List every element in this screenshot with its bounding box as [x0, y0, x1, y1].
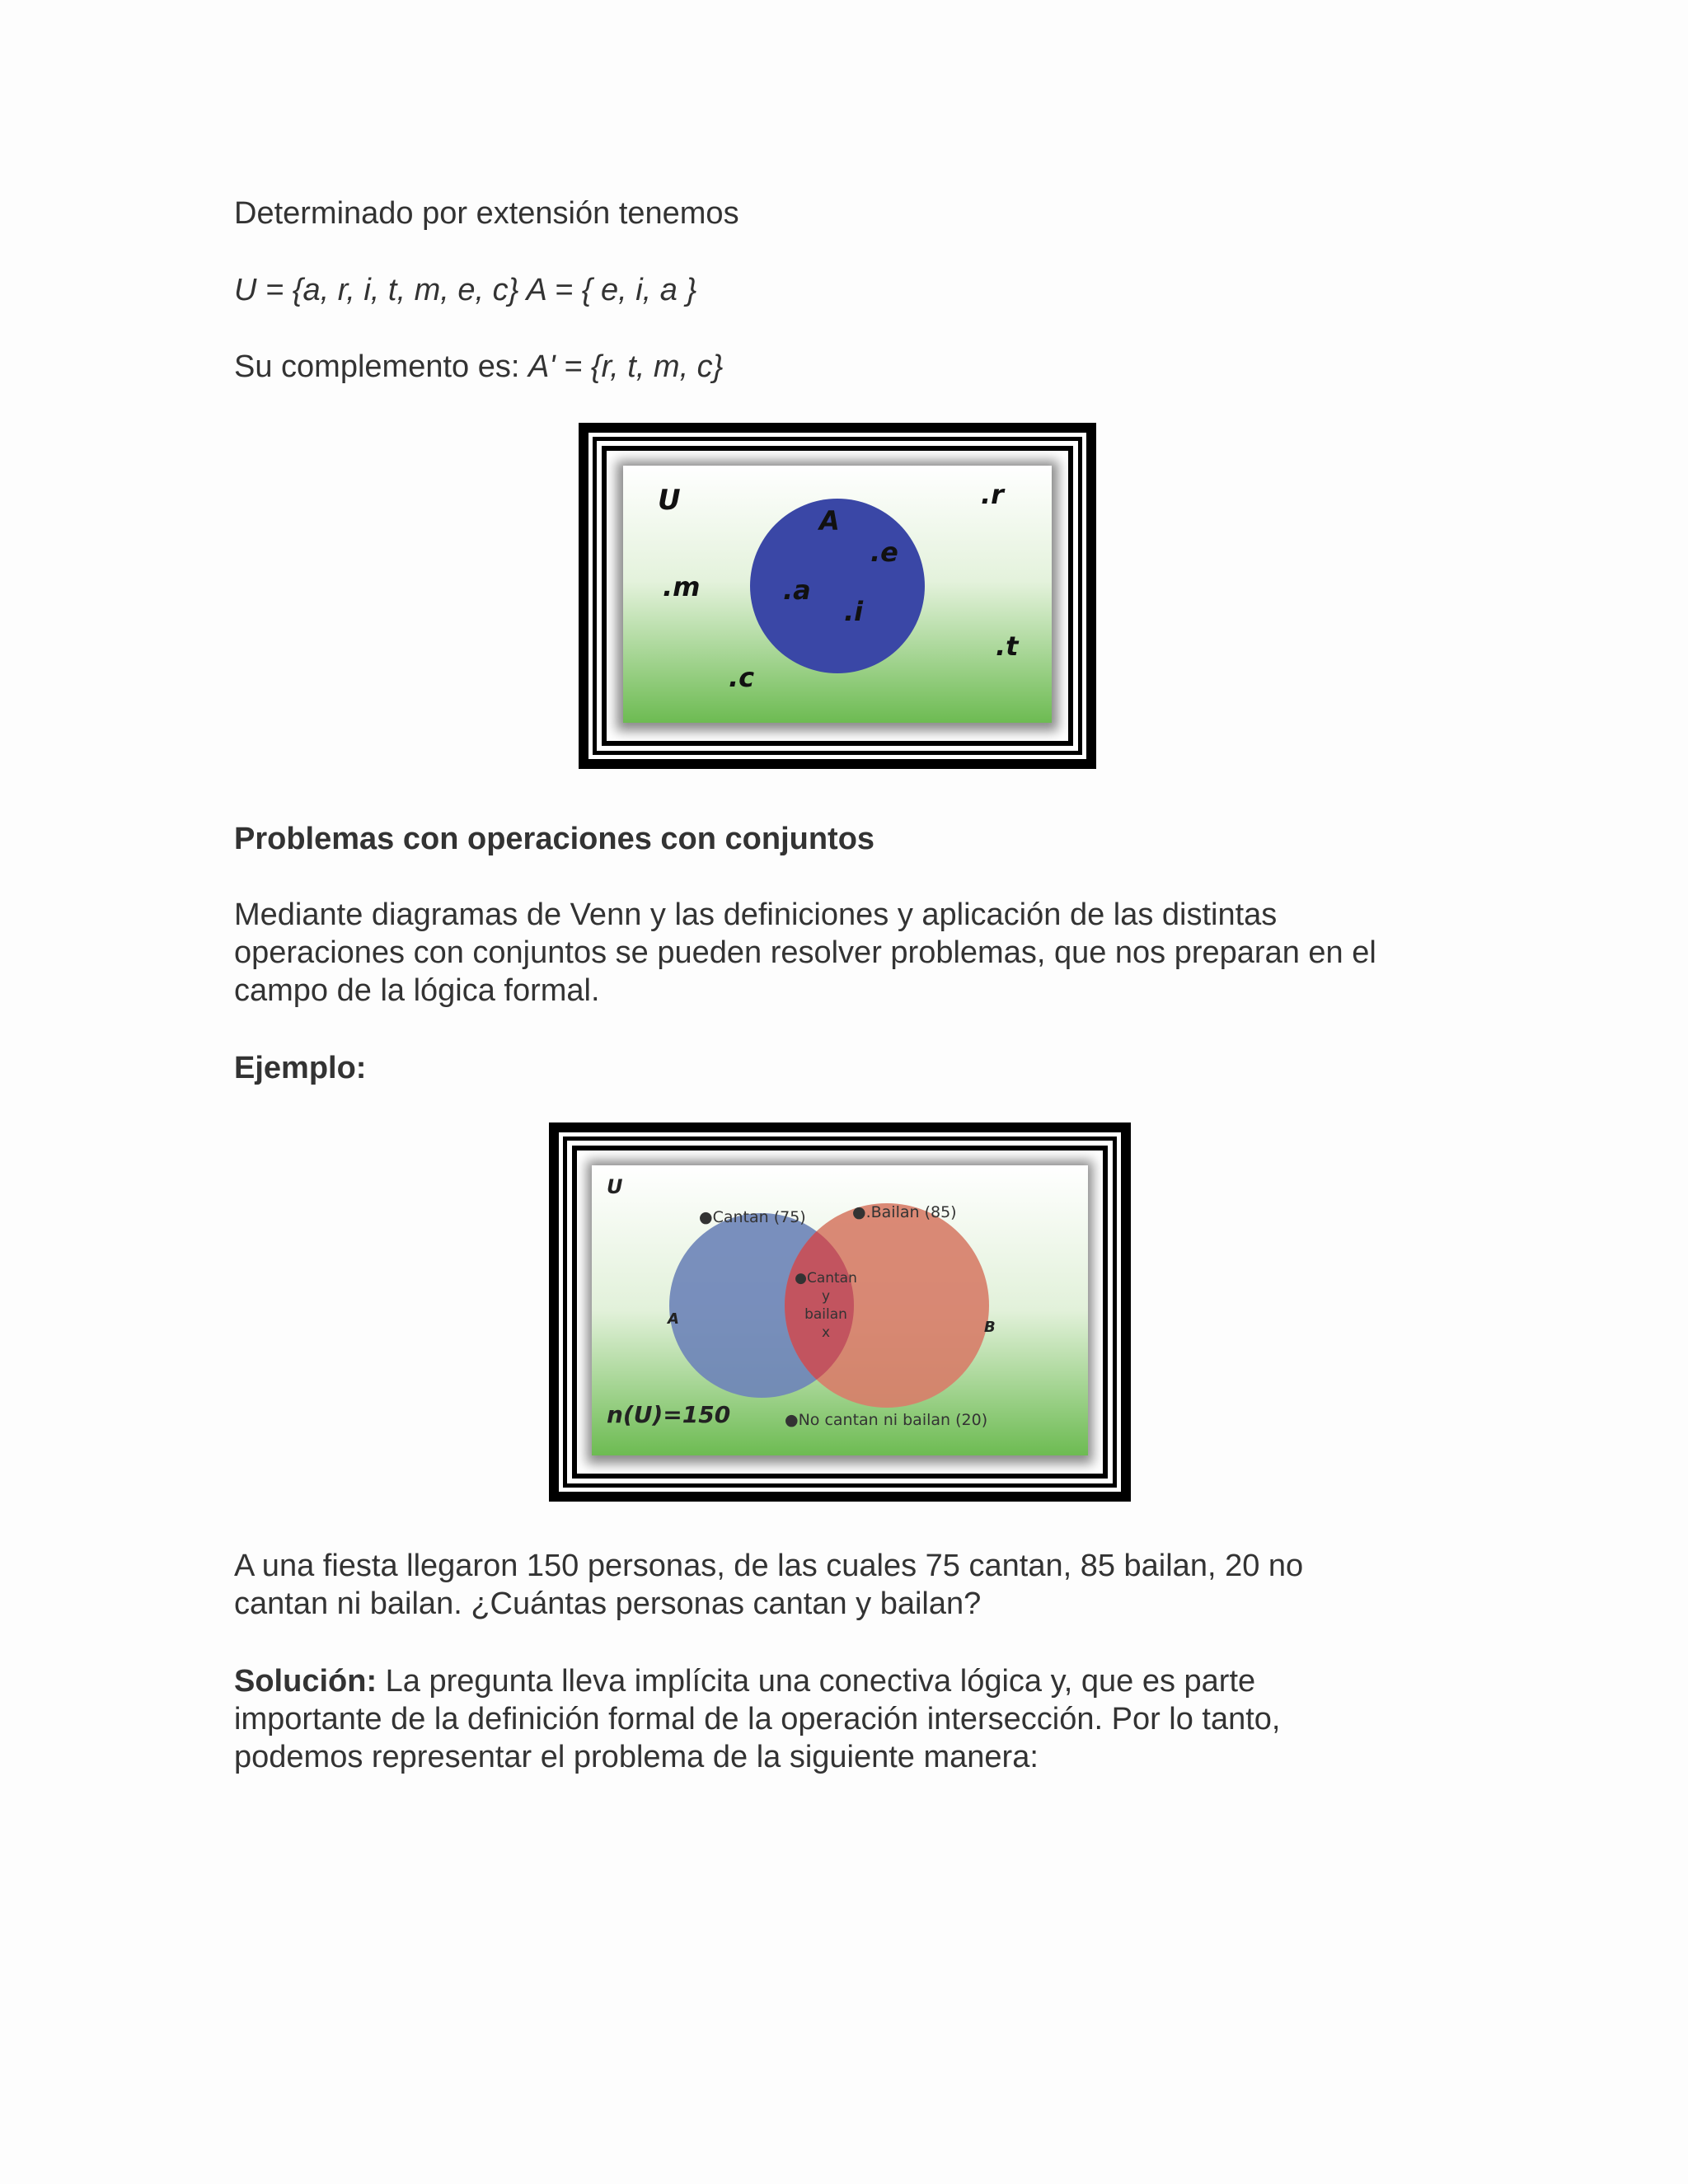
bailan-label: ●.Bailan (85) [852, 1203, 957, 1221]
problem-line-1: A una fiesta llegaron 150 personas, de las cuales 75 cantan, 85 bailan, 20 no [234, 1549, 1304, 1583]
neither-label: ●No cantan ni bailan (20) [785, 1411, 988, 1429]
complement-line [234, 348, 1470, 386]
problem-line-2: cantan ni bailan. ¿Cuántas personas cantan y bailan? [234, 1586, 982, 1621]
cantan-label: ●Cantan (75) [699, 1208, 806, 1226]
element-a: .a [783, 574, 811, 606]
intersection-line-4: x [821, 1324, 831, 1341]
paragraph-line-2: operaciones con conjuntos se pueden resolver problemas, que nos preparan en el [234, 935, 1376, 970]
solution-label: Solución: [234, 1664, 377, 1699]
element-e: .e [870, 537, 898, 568]
paragraph-line-1: Mediante diagramas de Venn y las definiciones y aplicación de las distintas [234, 898, 1278, 932]
example-label: Ejemplo: [234, 1051, 367, 1085]
solution-text-1: La pregunta lleva implícita una conectiva lógica y, que es parte [377, 1664, 1256, 1699]
element-i: .i [844, 596, 864, 627]
solution-line-2: importante de la definición formal de la operación intersección. Por lo tanto, [234, 1702, 1281, 1736]
intersection-line-1: ●Cantan [795, 1270, 857, 1286]
solution-line-1 [234, 1662, 1470, 1700]
intersection-line-2: y [821, 1288, 831, 1305]
intersection-line-3: bailan [804, 1306, 847, 1323]
universe-label: U [658, 484, 681, 517]
universe-definition: U = {a, r, i, t, m, e, c} A = { e, i, a } [234, 273, 697, 307]
complement-prefix: Su complemento es: [234, 349, 528, 384]
complement-formula: A' = {r, t, m, c} [528, 349, 724, 384]
intersection-label [793, 1269, 859, 1342]
element-r: .r [981, 479, 1004, 510]
paragraph-line-3: campo de la lógica formal. [234, 973, 600, 1008]
venn-diagram-complement [579, 423, 1096, 769]
section-heading: Problemas con operaciones con conjuntos [234, 822, 875, 856]
set-b-label: B [984, 1319, 996, 1336]
intro-line: Determinado por extensión tenemos [234, 196, 739, 231]
set-a-label: A [668, 1310, 679, 1328]
element-c: .c [729, 662, 755, 693]
universe-total: n(U)=150 [607, 1401, 731, 1428]
solution-line-3: podemos representar el problema de la siguiente manera: [234, 1740, 1039, 1774]
element-m: .m [663, 571, 701, 602]
universe-label: U [607, 1175, 623, 1198]
element-t: .t [996, 630, 1019, 662]
set-a-label: A [819, 505, 840, 537]
venn-diagram-example [549, 1122, 1131, 1502]
